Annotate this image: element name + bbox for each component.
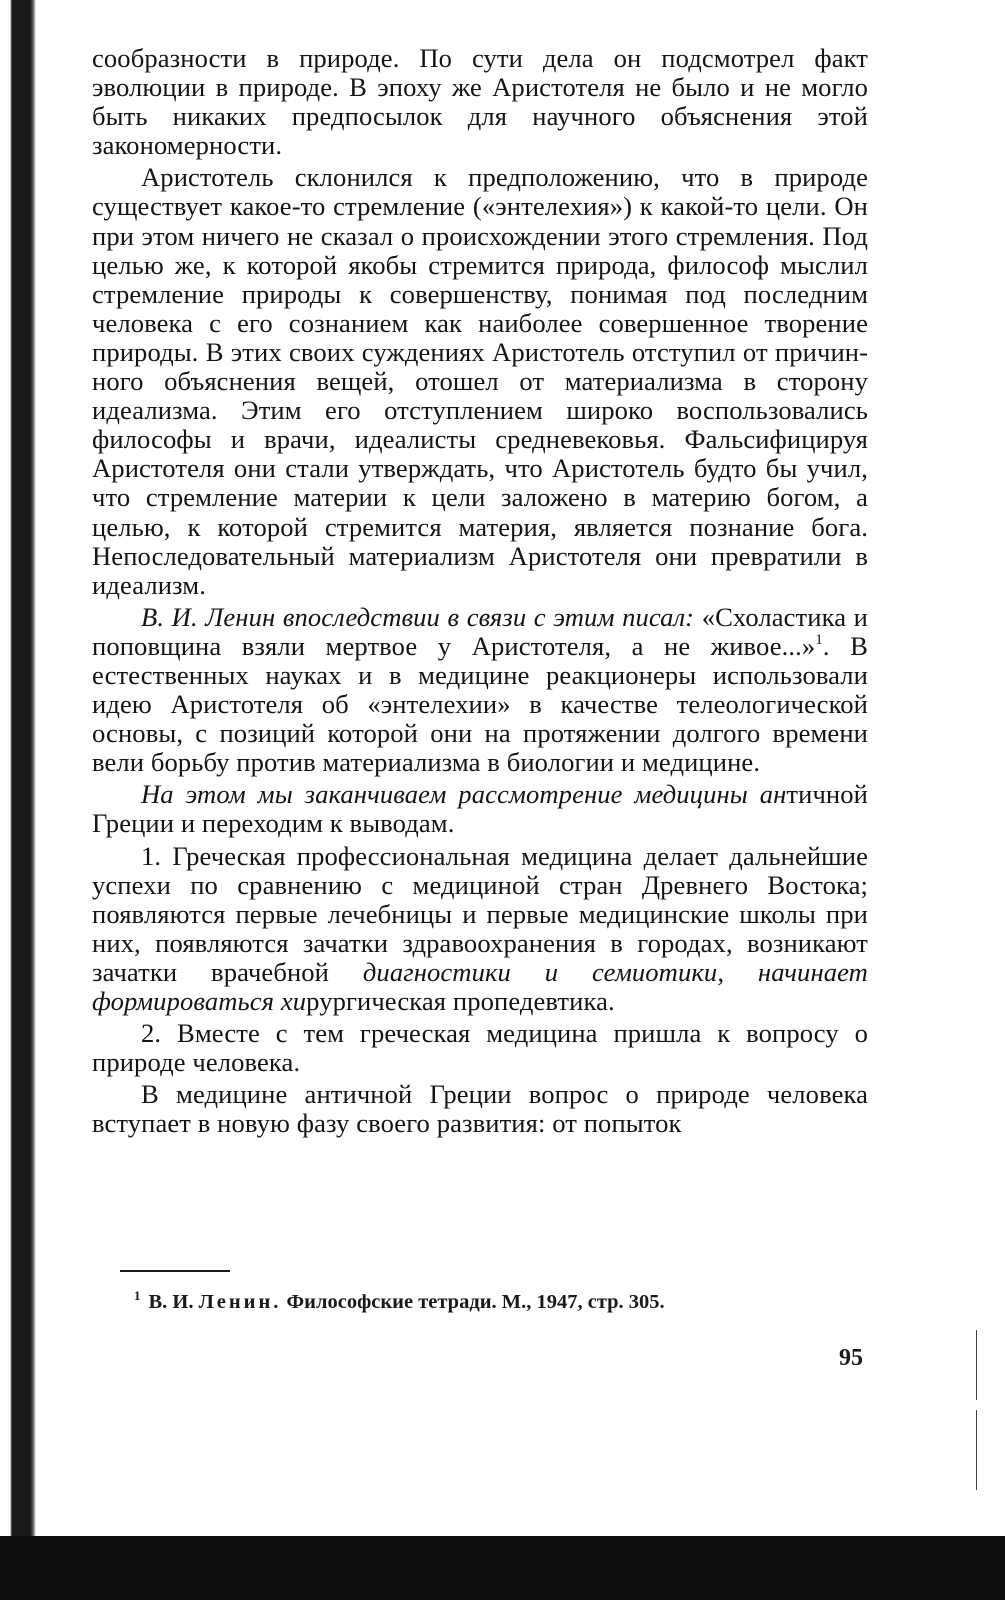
paragraph-text-italic: На этом мы заканчиваем рассмотрение медицины ан: [141, 779, 787, 810]
paragraph-text: 2. Вместе с тем греческая медицина пришла к вопросу о природе человека.: [92, 1018, 868, 1078]
paragraph-text-italic: диагностики и семиотики, начинает формироваться хи: [92, 956, 868, 1016]
paragraph-text-italic: В. И. Ленин впоследствии в связи с этим писал:: [141, 601, 695, 632]
paragraph: [92, 1080, 868, 1138]
conclusion-item: [92, 1019, 868, 1077]
paragraph-text: сообразности в природе. По сути дела он подсмотрел факт эволюции в природе. В эпоху же Аристотеля не было и не могло быть никаких предпосылок для научного объяснения этой закономерности.: [92, 43, 868, 161]
conclusion-item: [92, 842, 868, 1017]
footnote-author-initials: В. И.: [148, 1291, 194, 1313]
paragraph: [92, 163, 868, 599]
footnote: [134, 1290, 665, 1314]
scan-edge-mark: [976, 1330, 977, 1400]
paragraph-text: В медицине античной Греции вопрос о природе человека вступает в новую фазу своего развития: от попыток: [92, 1079, 868, 1139]
paragraph: [92, 603, 868, 778]
binding-edge: [0, 0, 36, 1600]
paragraph-text: . В естественных науках и в медицине реакционеры использовали идею Аристотеля об «энтелехии» в качестве телеологической основы, с позиций которой они на протяжении долгого времени вели борьбу против материализма в биологии и медицине.: [92, 630, 868, 778]
page-body: [92, 44, 868, 1138]
paragraph-text: 1. Греческая профессиональная медицина делает дальнейшие успехи по сравнению с медициной стран Древнего Востока; появляются первые лечебницы и первые медицинские школы при них, появляются зачатки здравоохранения в городах, возникают зачатки врачебной: [92, 840, 868, 987]
paragraph-text: рургическая пропедевтика.: [306, 986, 615, 1016]
paragraph: [92, 780, 868, 838]
footnote-separator: [120, 1270, 230, 1272]
paragraph: [92, 44, 868, 160]
paragraph-text: Аристотель склонился к предположению, что в природе существует какое-то стремление («энтелехия») к какой-то цели. Он при этом ничего не сказал о происхождении этого стремления. Под целью же, к которой якобы стремится природа, философ мыслил стремление природы к совершенству, понимая под последним человека с его сознанием как наиболее совершенное творение природы. В этих своих суждениях Аристотель отступил от причинного объяснения вещей, отошел от материализма в сторону идеализма. Этим его отступлением широко воспользовались философы и врачи, идеалисты средневековья. Фальсифицируя Аристотеля они стали утверждать, что Аристотель будто бы учил, что стремление материи к цели заложено в материю богом, а целью, к которой стремится материя, является познание бога. Непоследовательный материализм Аристотеля они превратили в идеализм.: [92, 162, 868, 600]
footnote-citation: Философские тетради. М., 1947, стр. 305.: [286, 1291, 665, 1313]
page-number: 95: [839, 1345, 863, 1371]
quotation-text: «Схоластика и поповщина взяли мертвое у Аристотеля, а не живое...»: [92, 601, 869, 661]
footnote-author-surname: Ленин.: [198, 1291, 282, 1313]
scan-bottom-band: [0, 1536, 1005, 1600]
scan-edge-mark: [976, 1410, 977, 1490]
footnote-marker: 1: [134, 1288, 141, 1303]
paragraph-text: тичной Греции и переходим к выводам.: [92, 779, 868, 839]
footnote-reference[interactable]: 1: [815, 631, 823, 648]
